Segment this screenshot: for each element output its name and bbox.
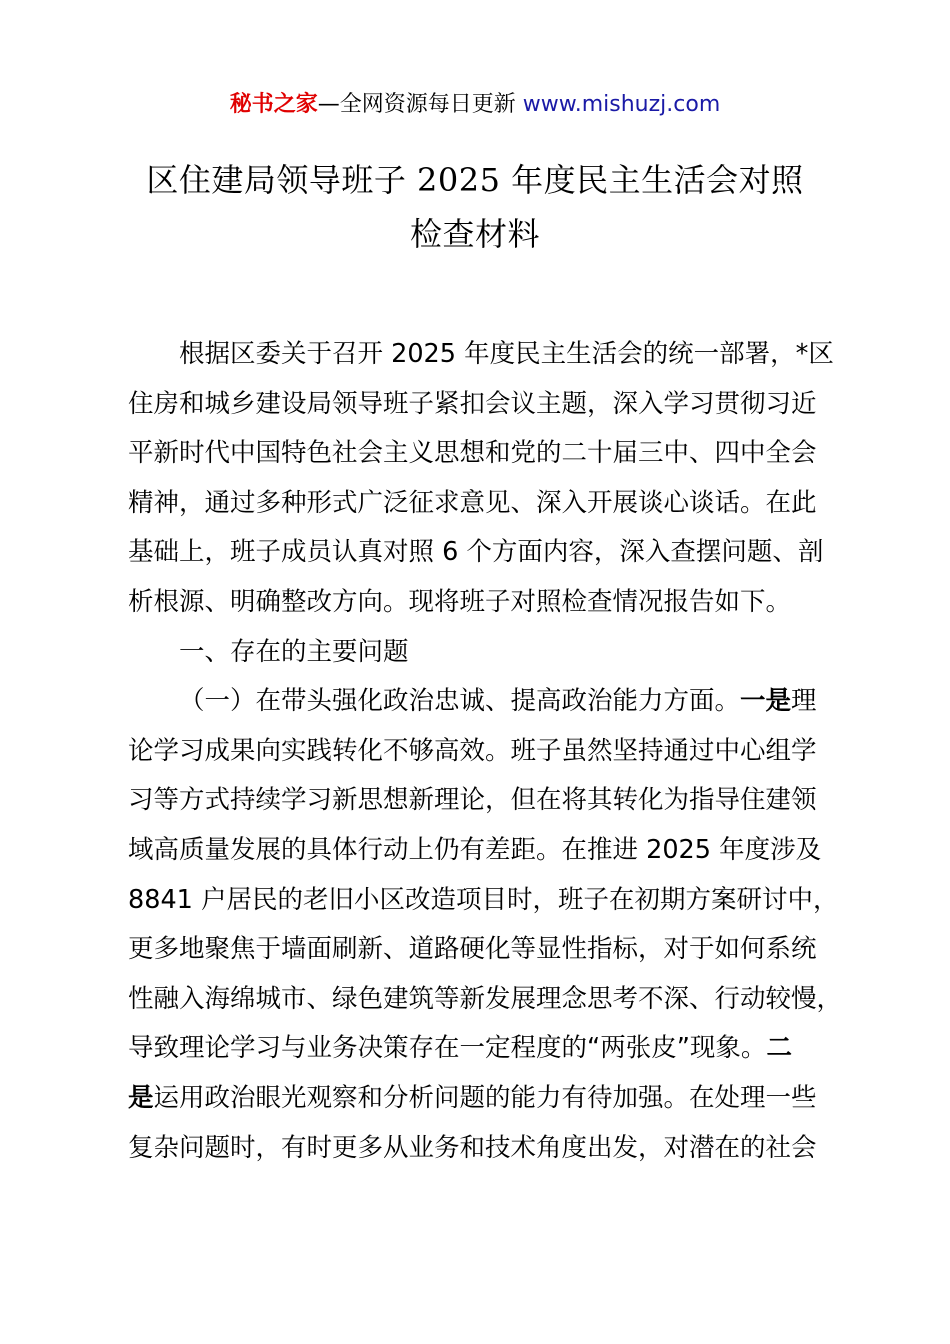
paragraph-text: 运用政治眼光观察和分析问题的能力有待加强。在处理一些 (153, 1082, 817, 1113)
paragraph-line (128, 677, 840, 727)
emphasis-first: 一是 (740, 686, 792, 717)
paragraph-line: 习等方式持续学习新思想新理论，但在将其转化为指导住建领 (128, 785, 817, 816)
paragraph-line: 域高质量发展的具体行动上仍有差距。在推进 2025 年度涉及 (128, 834, 822, 865)
title-line-2: 检查材料 (409, 215, 540, 253)
paragraph-text: 理 (791, 686, 817, 717)
document-title (100, 153, 850, 261)
problem-paragraph (128, 677, 843, 1173)
paragraph-line: 析根源、明确整改方向。现将班子对照检查情况报告如下。 (128, 586, 792, 617)
paragraph-line: 基础上，班子成员认真对照 6 个方面内容，深入查摆问题、剖 (128, 537, 824, 568)
brand-name: 秘书之家 (229, 92, 318, 117)
paragraph-line (128, 1074, 840, 1124)
paragraph-line: 平新时代中国特色社会主义思想和党的二十届三中、四中全会 (128, 438, 817, 469)
paragraph-line (128, 1024, 840, 1074)
title-line-1: 区住建局领导班子 2025 年度民主生活会对照 (146, 161, 804, 199)
paragraph-line: 精神，通过多种形式广泛征求意见、深入开展谈心谈话。在此 (128, 487, 817, 518)
emphasis-second-part2: 是 (128, 1082, 154, 1113)
paragraph-line: 根据区委关于召开 2025 年度民主生活会的统一部署，*区 (179, 339, 834, 369)
paragraph-line: 复杂问题时，有时更多从业务和技术角度出发，对潜在的社会 (128, 1132, 817, 1163)
emphasis-second-part1: 二 (766, 1033, 792, 1064)
subsection-heading: （一）在带头强化政治忠诚、提高政治能力方面。 (179, 686, 741, 717)
paragraph-line: 论学习成果向实践转化不够高效。班子虽然坚持通过中心组学 (128, 735, 817, 766)
document-body (128, 330, 843, 1173)
section-heading-text: 一、存在的主要问题 (179, 636, 409, 667)
paragraph-text: 导致理论学习与业务决策存在一定程度的“两张皮”现象。 (128, 1033, 767, 1064)
paragraph-line: 住房和城乡建设局领导班子紧扣会议主题，深入学习贯彻习近 (128, 388, 817, 419)
paragraph-line: 8841 户居民的老旧小区改造项目时，班子在初期方案研讨中， (128, 884, 839, 915)
paragraph-line: 更多地聚焦于墙面刷新、道路硬化等显性指标，对于如何系统 (128, 934, 817, 965)
intro-paragraph (128, 330, 840, 628)
site-url-link[interactable]: www.mishuzj.com (522, 92, 721, 117)
header-slogan: —全网资源每日更新 (317, 92, 523, 117)
section-heading (128, 628, 840, 678)
site-header (0, 88, 950, 122)
paragraph-line: 性融入海绵城市、绿色建筑等新发展理念思考不深、行动较慢， (128, 983, 843, 1014)
